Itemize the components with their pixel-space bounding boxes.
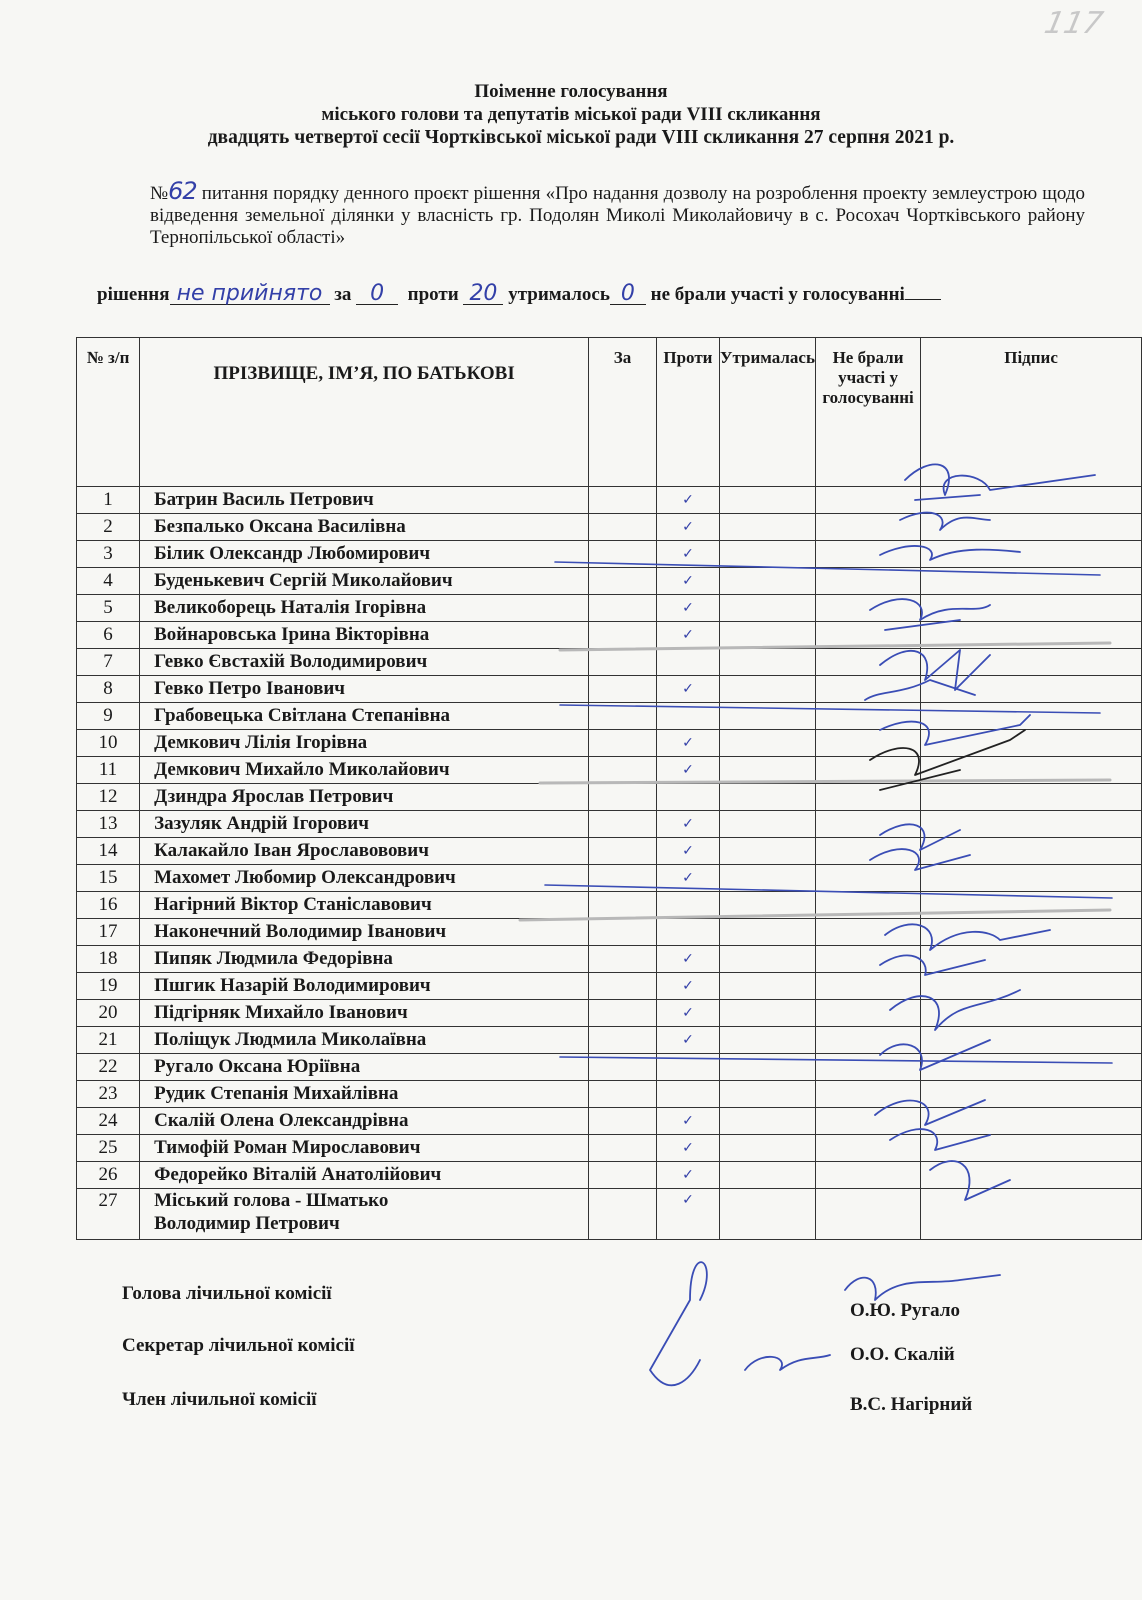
cell-abstained	[720, 1108, 816, 1135]
cell-not-participated	[815, 730, 920, 757]
header-for: За	[589, 338, 657, 487]
cell-not-participated	[815, 487, 920, 514]
cell-abstained	[720, 730, 816, 757]
cell-signature	[921, 1054, 1142, 1081]
table-row	[77, 784, 1142, 811]
table-row	[77, 1081, 1142, 1108]
cell-for	[589, 622, 657, 649]
cell-for	[589, 892, 657, 919]
table-row	[77, 541, 1142, 568]
cell-abstained	[720, 892, 816, 919]
cell-against: ✓	[656, 676, 719, 703]
header-signature: Підпис	[921, 338, 1142, 487]
cell-against: ✓	[656, 568, 719, 595]
secretary-label: Секретар лічильної комісії	[122, 1335, 355, 1356]
table-row	[77, 649, 1142, 676]
cell-against: ✓	[656, 757, 719, 784]
cell-for	[589, 1000, 657, 1027]
cell-not-participated	[815, 1108, 920, 1135]
cell-against	[656, 1054, 719, 1081]
cell-not-participated	[815, 973, 920, 1000]
cell-signature	[921, 1189, 1142, 1240]
question-body: питання порядку денного проєкт рішення «Про надання дозволу на розроблення проекту землеустрою щодо відведення земельної ділянки у власність гр. Подолян Миколі Миколайовичу в с. Росохач Чортківського району Тернопільської області»	[150, 183, 1085, 248]
decision-label: рішення	[97, 284, 170, 305]
row-name	[140, 1189, 589, 1240]
table-row	[77, 622, 1142, 649]
cell-signature	[921, 676, 1142, 703]
row-number: 7	[77, 649, 140, 676]
cell-against: ✓	[656, 1189, 719, 1240]
not-participated-label: не брали участі у голосуванні	[650, 284, 905, 305]
cell-abstained	[720, 568, 816, 595]
cell-not-participated	[815, 568, 920, 595]
row-number: 21	[77, 1027, 140, 1054]
cell-not-participated	[815, 1027, 920, 1054]
cell-for	[589, 919, 657, 946]
cell-abstained	[720, 595, 816, 622]
title-line-2: міського голови та депутатів міської ради VIII скликання	[321, 104, 821, 125]
table-row	[77, 730, 1142, 757]
header-not-participated: Не брали участі у голосуванні	[815, 338, 920, 487]
table-row	[77, 1108, 1142, 1135]
page-number: 117	[1041, 6, 1106, 41]
commission-names	[850, 1300, 972, 1442]
cell-for	[589, 730, 657, 757]
row-number: 3	[77, 541, 140, 568]
cell-not-participated	[815, 946, 920, 973]
table-row	[77, 1054, 1142, 1081]
cell-not-participated	[815, 1081, 920, 1108]
cell-signature	[921, 919, 1142, 946]
cell-against: ✓	[656, 1162, 719, 1189]
row-number: 9	[77, 703, 140, 730]
cell-abstained	[720, 1000, 816, 1027]
cell-against: ✓	[656, 946, 719, 973]
row-number: 25	[77, 1135, 140, 1162]
table-row	[77, 757, 1142, 784]
row-number: 8	[77, 676, 140, 703]
row-name: Рудик Степанія Михайлівна	[140, 1081, 589, 1108]
table-row	[77, 703, 1142, 730]
header-against: Проти	[656, 338, 719, 487]
row-name: Ругало Оксана Юріївна	[140, 1054, 589, 1081]
cell-not-participated	[815, 919, 920, 946]
row-number: 4	[77, 568, 140, 595]
cell-signature	[921, 730, 1142, 757]
cell-signature	[921, 811, 1142, 838]
head-label: Голова лічильної комісії	[122, 1283, 332, 1304]
cell-not-participated	[815, 1162, 920, 1189]
cell-signature	[921, 973, 1142, 1000]
cell-not-participated	[815, 1135, 920, 1162]
row-number: 26	[77, 1162, 140, 1189]
cell-against: ✓	[656, 1000, 719, 1027]
against-value: 20	[463, 284, 503, 305]
cell-signature	[921, 541, 1142, 568]
table-row	[77, 595, 1142, 622]
cell-for	[589, 541, 657, 568]
table-row	[77, 1135, 1142, 1162]
signature-head	[845, 1275, 1000, 1300]
cell-abstained	[720, 838, 816, 865]
cell-abstained	[720, 919, 816, 946]
cell-for	[589, 1162, 657, 1189]
row-name: Зазуляк Андрій Ігорович	[140, 811, 589, 838]
cell-for	[589, 1108, 657, 1135]
table-row	[77, 865, 1142, 892]
cell-against: ✓	[656, 595, 719, 622]
table-row	[77, 676, 1142, 703]
table-row	[77, 919, 1142, 946]
title-line-3: двадцять четвертої сесії Чортківської міської ради VIII скликання 27 серпня 2021 р.	[207, 127, 955, 148]
cell-not-participated	[815, 1054, 920, 1081]
abstained-value: 0	[610, 284, 646, 305]
table-row	[77, 514, 1142, 541]
row-number: 27	[77, 1189, 140, 1240]
cell-signature	[921, 487, 1142, 514]
cell-against: ✓	[656, 622, 719, 649]
cell-abstained	[720, 757, 816, 784]
cell-for	[589, 811, 657, 838]
cell-against: ✓	[656, 811, 719, 838]
cell-signature	[921, 892, 1142, 919]
cell-signature	[921, 946, 1142, 973]
cell-signature	[921, 703, 1142, 730]
cell-abstained	[720, 1135, 816, 1162]
row-number: 17	[77, 919, 140, 946]
member-name: В.С. Нагірний	[850, 1394, 973, 1415]
row-number: 18	[77, 946, 140, 973]
row-name: Демкович Лілія Ігорівна	[140, 730, 589, 757]
row-number: 23	[77, 1081, 140, 1108]
cell-abstained	[720, 541, 816, 568]
cell-for	[589, 1054, 657, 1081]
row-name: Федорейко Віталій Анатолійович	[140, 1162, 589, 1189]
cell-against	[656, 784, 719, 811]
question-number-handwritten: 62	[168, 177, 197, 205]
cell-abstained	[720, 1027, 816, 1054]
cell-not-participated	[815, 703, 920, 730]
row-name: Наконечний Володимир Іванович	[140, 919, 589, 946]
row-name: Батрин Василь Петрович	[140, 487, 589, 514]
cell-against: ✓	[656, 838, 719, 865]
cell-abstained	[720, 784, 816, 811]
cell-not-participated	[815, 838, 920, 865]
row-name: Білик Олександр Любомирович	[140, 541, 589, 568]
cell-signature	[921, 1108, 1142, 1135]
cell-not-participated	[815, 784, 920, 811]
row-number: 6	[77, 622, 140, 649]
row-number: 10	[77, 730, 140, 757]
cell-for	[589, 1135, 657, 1162]
cell-abstained	[720, 1054, 816, 1081]
question-text	[150, 177, 1085, 249]
cell-not-participated	[815, 514, 920, 541]
row-name: Нагірний Віктор Станіславович	[140, 892, 589, 919]
row-number: 20	[77, 1000, 140, 1027]
cell-abstained	[720, 1189, 816, 1240]
cell-abstained	[720, 1081, 816, 1108]
signature-secretary	[745, 1355, 830, 1370]
row-name-line-2: Володимир Петрович	[154, 1213, 340, 1234]
row-name-line-1: Міський голова - Шматько	[154, 1190, 389, 1211]
abstained-label: утрималось	[508, 284, 610, 305]
cell-signature	[921, 784, 1142, 811]
table-row	[77, 946, 1142, 973]
cell-for	[589, 946, 657, 973]
cell-signature	[921, 1162, 1142, 1189]
cell-abstained	[720, 703, 816, 730]
title-line-1: Поіменне голосування	[474, 81, 668, 102]
cell-signature	[921, 514, 1142, 541]
table-row	[77, 838, 1142, 865]
row-name: Пшгик Назарій Володимирович	[140, 973, 589, 1000]
row-number: 13	[77, 811, 140, 838]
cell-signature	[921, 865, 1142, 892]
cell-abstained	[720, 946, 816, 973]
cell-abstained	[720, 649, 816, 676]
cell-for	[589, 487, 657, 514]
cell-against: ✓	[656, 487, 719, 514]
row-name: Демкович Михайло Миколайович	[140, 757, 589, 784]
row-name: Безпалько Оксана Василівна	[140, 514, 589, 541]
cell-against: ✓	[656, 730, 719, 757]
cell-for	[589, 595, 657, 622]
row-number: 5	[77, 595, 140, 622]
cell-not-participated	[815, 622, 920, 649]
cell-for	[589, 865, 657, 892]
cell-not-participated	[815, 892, 920, 919]
table-row	[77, 892, 1142, 919]
row-number: 22	[77, 1054, 140, 1081]
cell-abstained	[720, 973, 816, 1000]
cell-for	[589, 973, 657, 1000]
row-name: Гевко Петро Іванович	[140, 676, 589, 703]
cell-against: ✓	[656, 1135, 719, 1162]
row-name: Войнаровська Ірина Вікторівна	[140, 622, 589, 649]
cell-abstained	[720, 514, 816, 541]
cell-not-participated	[815, 676, 920, 703]
table-row	[77, 973, 1142, 1000]
cell-abstained	[720, 1162, 816, 1189]
row-name: Калакайло Іван Ярославовович	[140, 838, 589, 865]
row-number: 24	[77, 1108, 140, 1135]
cell-against	[656, 649, 719, 676]
cell-against: ✓	[656, 1108, 719, 1135]
cell-against: ✓	[656, 973, 719, 1000]
cell-signature	[921, 622, 1142, 649]
row-name: Поліщук Людмила Миколаївна	[140, 1027, 589, 1054]
cell-signature	[921, 1027, 1142, 1054]
table-row	[77, 568, 1142, 595]
row-name: Грабовецька Світлана Степанівна	[140, 703, 589, 730]
question-number-prefix: №	[150, 183, 169, 204]
cell-for	[589, 1081, 657, 1108]
cell-abstained	[720, 487, 816, 514]
table-header-row	[77, 338, 1142, 487]
cell-against	[656, 703, 719, 730]
cell-against	[656, 919, 719, 946]
row-name: Підгірняк Михайло Іванович	[140, 1000, 589, 1027]
cell-signature	[921, 757, 1142, 784]
not-participated-value	[905, 299, 941, 300]
row-name: Скалій Олена Олександрівна	[140, 1108, 589, 1135]
signature-member	[650, 1262, 707, 1385]
header-abstained: Утрималась	[720, 338, 816, 487]
row-number: 16	[77, 892, 140, 919]
table-row	[77, 1027, 1142, 1054]
cell-for	[589, 838, 657, 865]
table-row	[77, 487, 1142, 514]
member-label: Член лічильної комісії	[122, 1389, 317, 1410]
for-label: за	[334, 284, 352, 305]
cell-not-participated	[815, 757, 920, 784]
row-number: 19	[77, 973, 140, 1000]
cell-signature	[921, 649, 1142, 676]
cell-against: ✓	[656, 514, 719, 541]
cell-not-participated	[815, 649, 920, 676]
cell-for	[589, 676, 657, 703]
decision-result: не прийнято	[170, 284, 330, 305]
cell-against	[656, 1081, 719, 1108]
cell-abstained	[720, 865, 816, 892]
row-number: 12	[77, 784, 140, 811]
cell-not-participated	[815, 595, 920, 622]
cell-for	[589, 1027, 657, 1054]
cell-for	[589, 568, 657, 595]
cell-for	[589, 649, 657, 676]
table-row	[77, 1189, 1142, 1240]
table-row	[77, 811, 1142, 838]
cell-signature	[921, 1000, 1142, 1027]
cell-against: ✓	[656, 1027, 719, 1054]
cell-for	[589, 757, 657, 784]
cell-not-participated	[815, 541, 920, 568]
cell-signature	[921, 568, 1142, 595]
secretary-name: О.О. Скалій	[850, 1344, 955, 1365]
cell-for	[589, 514, 657, 541]
row-name: Махомет Любомир Олександрович	[140, 865, 589, 892]
cell-for	[589, 1189, 657, 1240]
cell-abstained	[720, 676, 816, 703]
row-name: Великоборець Наталія Ігорівна	[140, 595, 589, 622]
header-name: ПРІЗВИЩЕ, ІМ’Я, ПО БАТЬКОВІ	[140, 338, 589, 487]
document-title	[0, 80, 1142, 149]
cell-not-participated	[815, 811, 920, 838]
row-number: 14	[77, 838, 140, 865]
row-number: 11	[77, 757, 140, 784]
row-name: Буденькевич Сергій Миколайович	[140, 568, 589, 595]
row-number: 1	[77, 487, 140, 514]
cell-against	[656, 892, 719, 919]
cell-for	[589, 703, 657, 730]
cell-signature	[921, 838, 1142, 865]
for-value: 0	[356, 284, 398, 305]
cell-for	[589, 784, 657, 811]
row-number: 15	[77, 865, 140, 892]
commission-labels	[122, 1283, 355, 1441]
row-name: Дзиндра Ярослав Петрович	[140, 784, 589, 811]
cell-not-participated	[815, 865, 920, 892]
table-row	[77, 1000, 1142, 1027]
cell-against: ✓	[656, 541, 719, 568]
cell-abstained	[720, 811, 816, 838]
votes-table	[76, 337, 1142, 1240]
cell-signature	[921, 1135, 1142, 1162]
row-name: Пипяк Людмила Федорівна	[140, 946, 589, 973]
against-label: проти	[407, 284, 459, 305]
row-number: 2	[77, 514, 140, 541]
cell-signature	[921, 1081, 1142, 1108]
cell-not-participated	[815, 1189, 920, 1240]
cell-signature	[921, 595, 1142, 622]
row-name: Гевко Євстахій Володимирович	[140, 649, 589, 676]
row-name: Тимофій Роман Мирославович	[140, 1135, 589, 1162]
head-name: О.Ю. Ругало	[850, 1300, 960, 1321]
decision-line	[97, 281, 1077, 306]
cell-abstained	[720, 622, 816, 649]
header-num: № з/п	[77, 338, 140, 487]
cell-not-participated	[815, 1000, 920, 1027]
cell-against: ✓	[656, 865, 719, 892]
table-row	[77, 1162, 1142, 1189]
